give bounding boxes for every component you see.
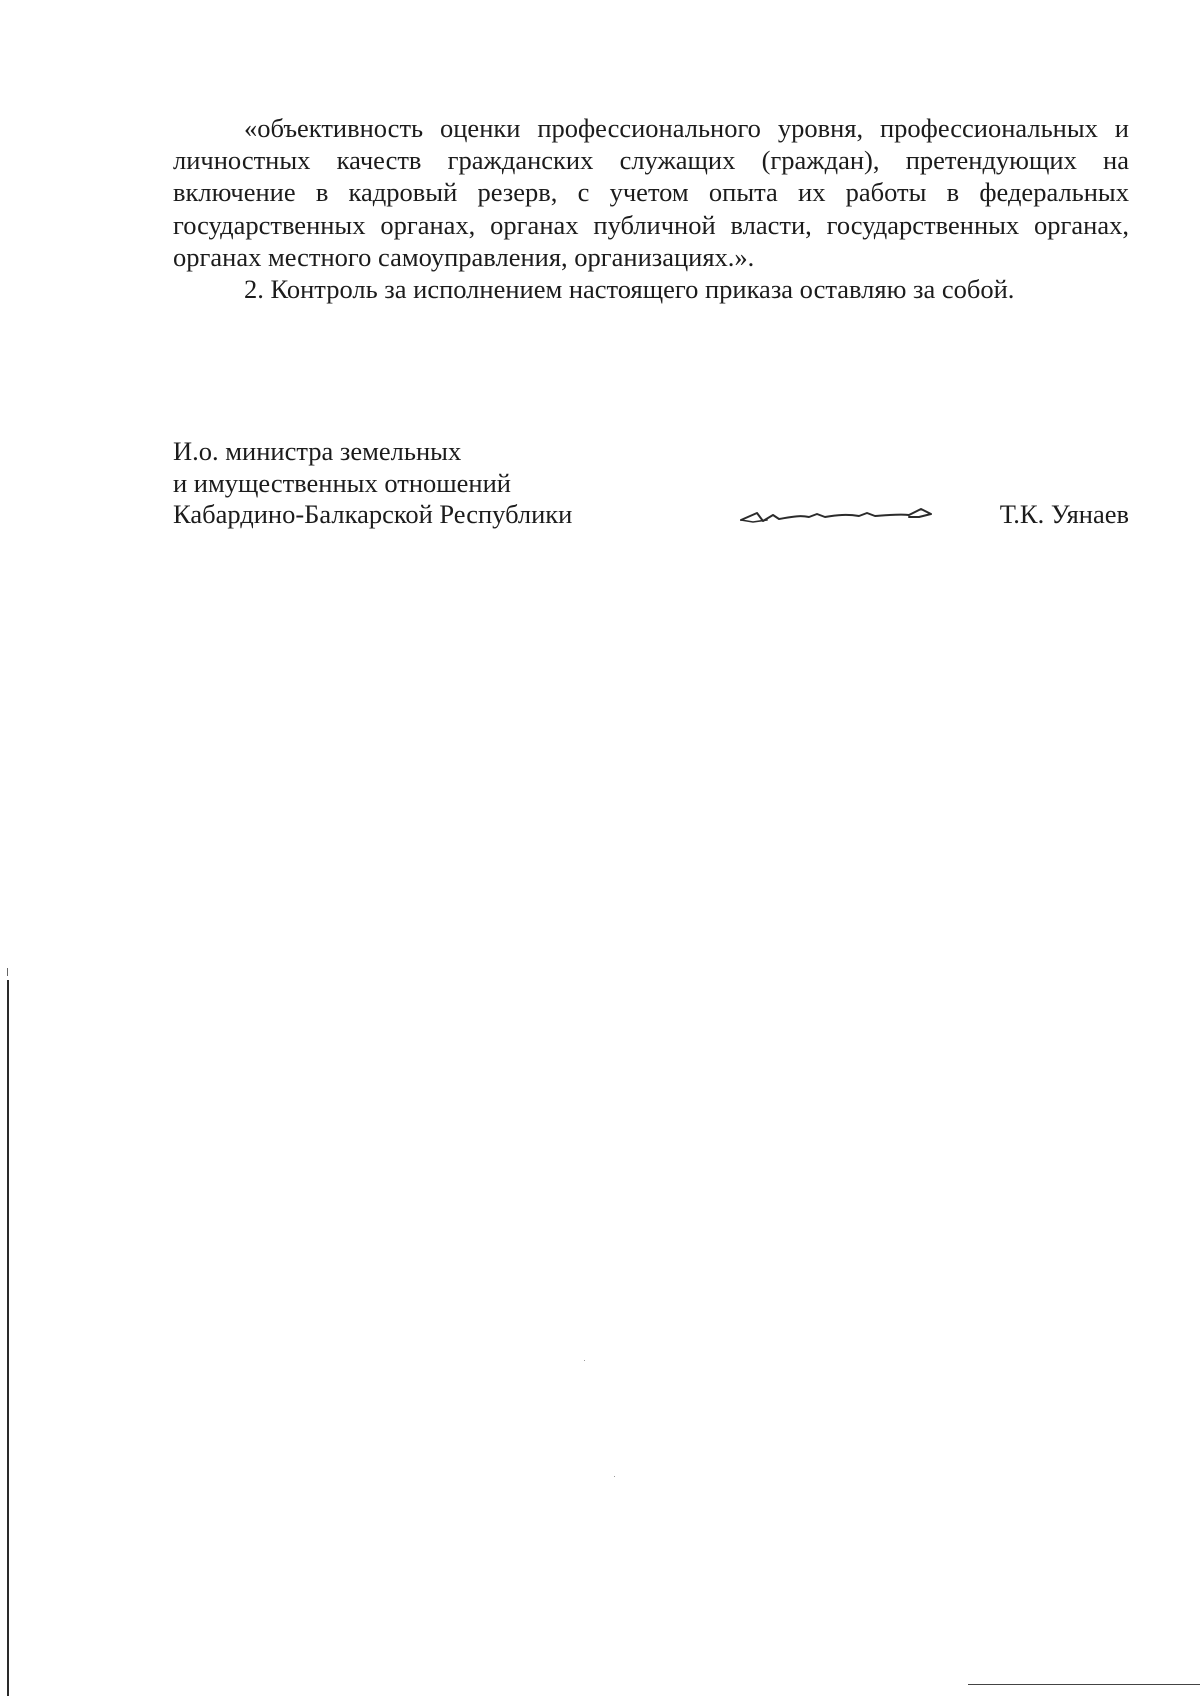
paragraph-control-clause: 2. Контроль за исполнением настоящего приказа оставляю за собой.: [244, 274, 1015, 305]
signer-position-line-2: и имущественных отношений: [173, 467, 511, 498]
paragraph-criteria-clause: «объективность оценки профессионального уровня, профессиональных и личностных качеств гражданских служащих (граждан), претендующих на включение в кадровый резерв, с учетом опыта их работы в федеральных государственных органах, органах публичной власти, государственных органах, органах местного самоуправления, организациях.».: [173, 113, 1129, 272]
scan-speck: [584, 1360, 585, 1361]
signer-name: Т.К. Уянаев: [999, 499, 1129, 529]
scan-edge-mark: [7, 968, 8, 976]
handwritten-signature: [733, 502, 948, 532]
signature-block: [173, 436, 1129, 531]
signer-position-line-3: Кабардино-Балкарской Республики: [173, 499, 573, 530]
signer-position-line-1: И.о. министра земельных: [173, 436, 462, 466]
document-body: [173, 112, 1129, 305]
scan-speck: [614, 1476, 615, 1477]
scan-edge-bottom: [968, 1684, 1200, 1685]
scan-edge-left: [7, 980, 9, 1696]
